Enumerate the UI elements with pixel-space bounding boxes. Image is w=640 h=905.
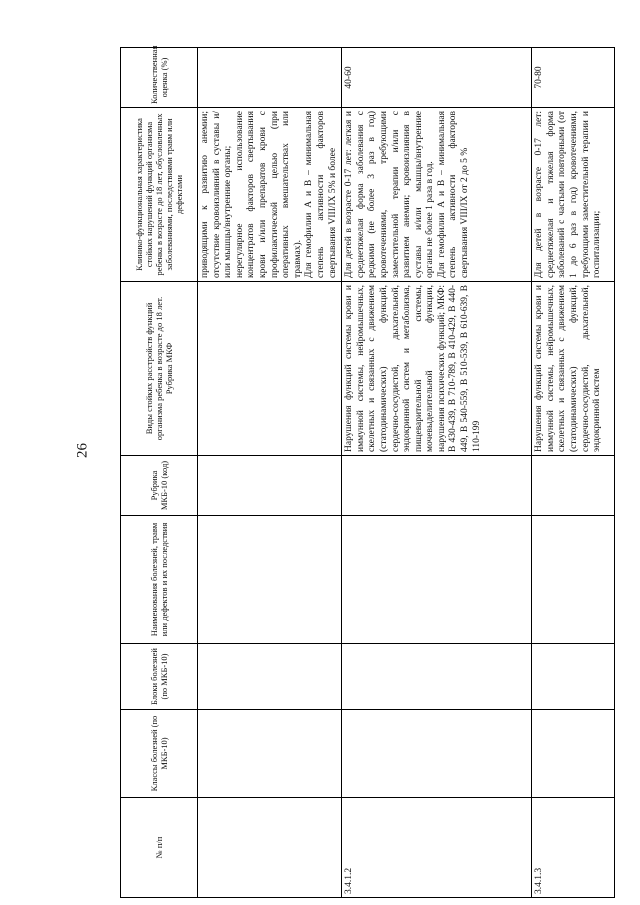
- header-row: [121, 48, 198, 898]
- header-disease-names: Наименования болезней, травм или дефектов и их последствия: [121, 516, 198, 644]
- cell-icd-code: [532, 456, 615, 516]
- characteristic-paragraph: Для детей в возрасте 0-17 лет: среднетяжелая и тяжелая форма заболеваний с частыми повторными (от 1 до 6 раз в год) кровотечениями, требующими заместительной терапии и госпитализации;: [534, 111, 603, 278]
- page-number: 26: [74, 443, 91, 458]
- disability-criteria-table: [120, 47, 615, 898]
- header-function-types: Виды стойких расстройств функций организма ребенка в возрасте до 18 лет. Рубрика МКФ: [121, 282, 198, 456]
- row-number: 3.4.1.3: [532, 798, 615, 898]
- header-disease-classes: Классы болезней (по МКБ-10): [121, 710, 198, 798]
- row-number: 3.4.1.2: [342, 798, 532, 898]
- header-icd-code: Рубрика МКБ-10 (код): [121, 456, 198, 516]
- characteristic-paragraph: приводящими к развитию анемии; отсутствие кровоизлияний в суставы и/или мышцы/внутренние органы;: [200, 111, 234, 278]
- characteristic-paragraph: Для гемофилии А и В – минимальная степень активности факторов свертывания VIII/IX от 2 до 5 %: [436, 111, 471, 278]
- characteristic-paragraph: нерегулярное использование концентратов факторов свертывания крови и/или препаратов крови с профилактической целью (при оперативных вмешательствах или травмах).: [234, 111, 303, 278]
- characteristic-paragraph: Для гемофилии А и В – минимальная степень активности факторов свертывания VIII/IX 5% и более: [304, 111, 338, 278]
- table-row: [342, 48, 532, 898]
- characteristic-paragraph: Для детей в возрасте 0-17 лет: легкая и среднетяжелая форма заболевания с редкими (не более 3 раз в год) кровотечениями, требующими заместительной терапии и/или с развитием анемии; кровоизлияния в суставы и/или мышцы/внутренние органы не более 1 раза в год.: [344, 111, 436, 278]
- cell-characteristic: [342, 108, 532, 282]
- cell-disease-class: [342, 710, 532, 798]
- cell-disease-class: [198, 710, 342, 798]
- cell-disease-class: [532, 710, 615, 798]
- cell-disease-block: [198, 644, 342, 710]
- cell-score: 40-60: [342, 48, 532, 108]
- cell-icd-code: [342, 456, 532, 516]
- cell-functions: Нарушения функций системы крови и иммунной системы, нейромышечных, скелетных и связанных с движением (статодинамических) функций, сердечно-сосудистой, дыхательной, эндокринной систем: [532, 282, 615, 456]
- table-row: [532, 48, 615, 898]
- cell-score: [198, 48, 342, 108]
- cell-disease-block: [532, 644, 615, 710]
- cell-score: 70-80: [532, 48, 615, 108]
- cell-characteristic: [198, 108, 342, 282]
- cell-icd-code: [198, 456, 342, 516]
- header-number: № п/п: [121, 798, 198, 898]
- header-disease-blocks: Блоки болезней (по МКБ-10): [121, 644, 198, 710]
- rotated-table-container: [120, 45, 640, 898]
- cell-disease-name: [342, 516, 532, 644]
- cell-characteristic: [532, 108, 615, 282]
- table-row: [198, 48, 342, 898]
- cell-disease-name: [198, 516, 342, 644]
- cell-functions: Нарушения функций системы крови и иммунной системы, нейромышечных, скелетных и связанных с движением (статодинамических) функций, сердечно-сосудистой, дыхательной, эндокринной систем и метаболизма, пищеварительной системы, мочевыделительной функции, нарушения психических функций; МКФ: В 430-439, В 710-789, В 410-429, В 440-449, В 540-559, В 510-539, В 610-639, В 110-199: [342, 282, 532, 456]
- cell-disease-name: [532, 516, 615, 644]
- row-number: [198, 798, 342, 898]
- cell-functions: [198, 282, 342, 456]
- header-quantitative-score: Количественная оценка (%): [121, 48, 198, 108]
- cell-disease-block: [342, 644, 532, 710]
- header-clinical-characteristic: Клинико-функциональная характеристика стойких нарушений функций организма ребенка в возрасте до 18 лет, обусловленных заболеваниями, последствиями травм или дефектами: [121, 108, 198, 282]
